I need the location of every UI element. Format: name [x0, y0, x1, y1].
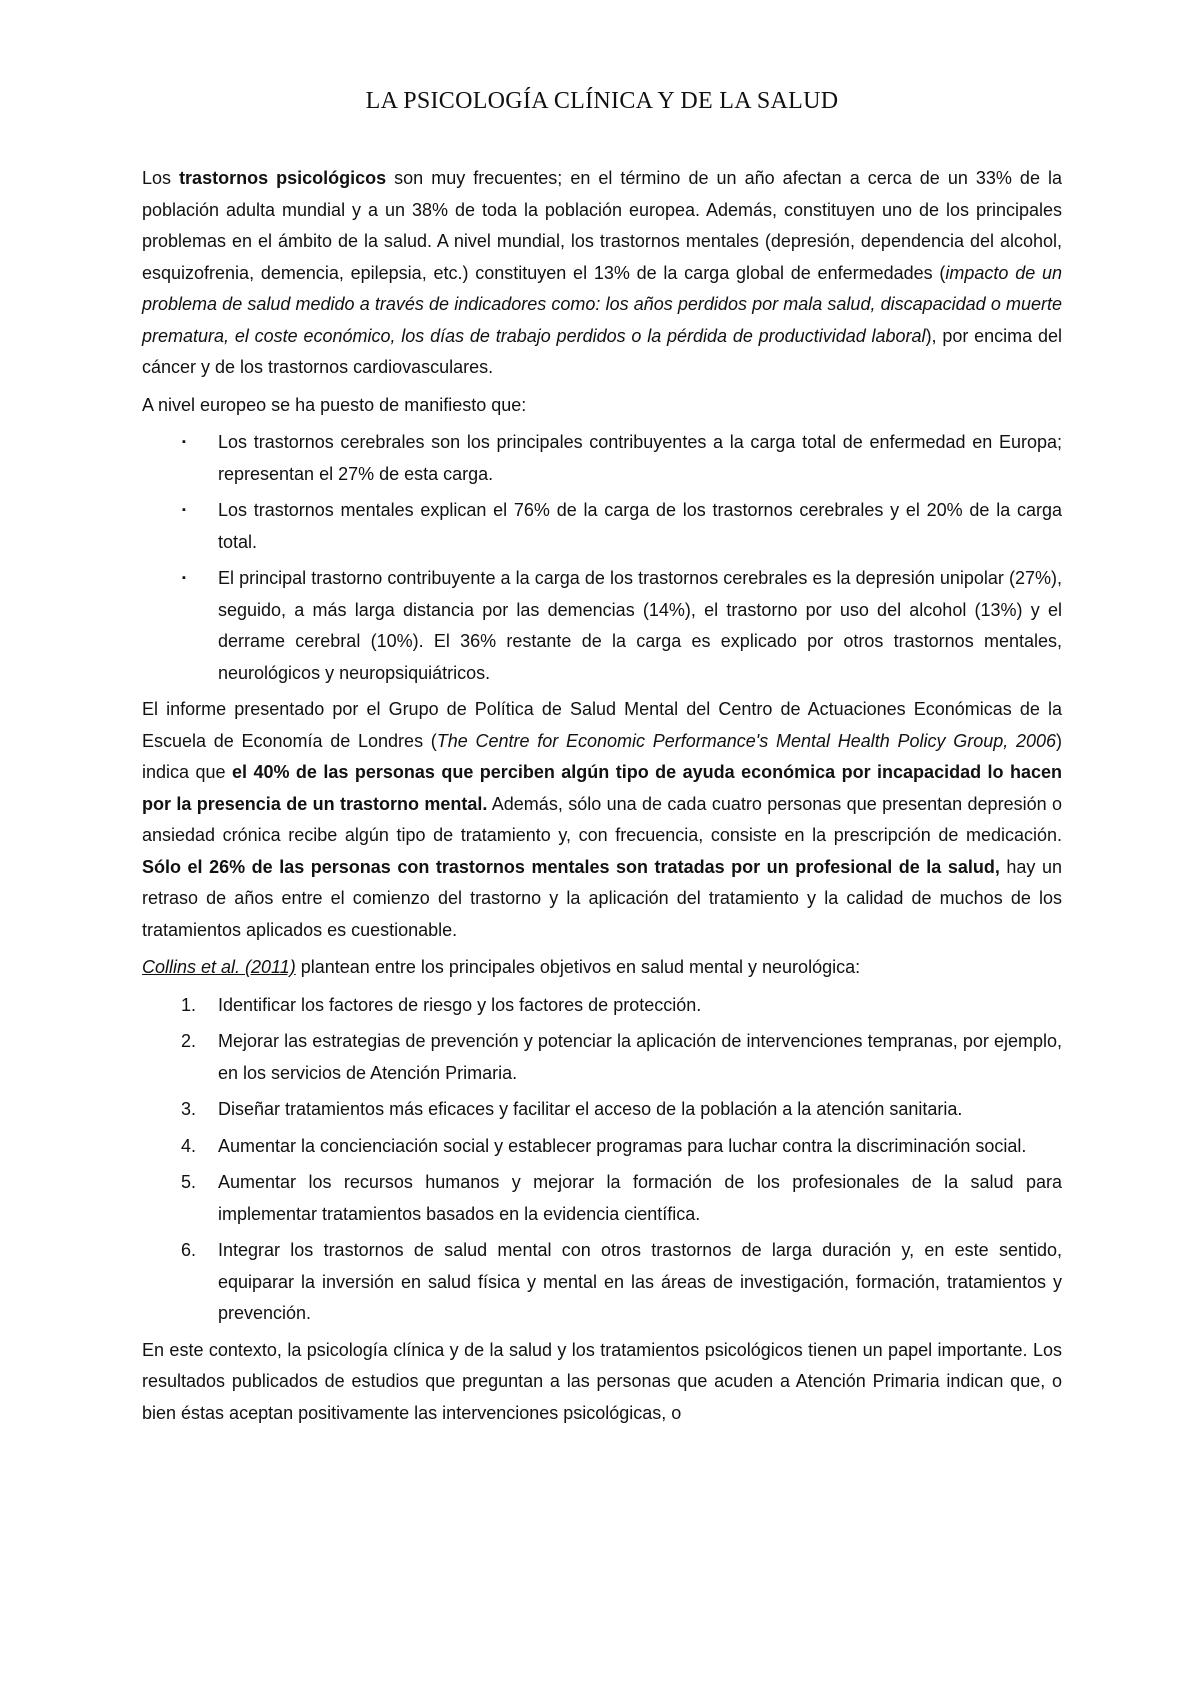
list-item-text: Mejorar las estrategias de prevención y potenciar la aplicación de intervenciones tempranas, por ejemplo, en los servicios de Atención Primaria. [218, 1031, 1062, 1083]
citation-reference: Collins et al. (2011) [142, 957, 296, 977]
bullet-marker-icon: ▪ [182, 436, 186, 448]
intro-paragraph [142, 163, 1062, 384]
bullet-list [142, 427, 1062, 689]
text-run: plantean entre los principales objetivos en salud mental y neurológica: [295, 957, 861, 977]
list-number: 2. [181, 1031, 197, 1051]
document-page [142, 86, 1062, 1435]
european-intro-paragraph: A nivel europeo se ha puesto de manifiesto que: [142, 394, 527, 415]
italic-text: impacto de un problema de salud medido a través de indicadores como: los años perdidos por mala salud, discapacidad o muerte prematura, el coste económico, los días de trabajo perdidos o la pérdida de productividad laboral [142, 262, 1063, 346]
bullet-marker-icon: ▪ [182, 504, 186, 516]
list-item-text: Identificar los factores de riesgo y los factores de protección. [218, 994, 702, 1015]
list-item [142, 990, 1062, 1022]
list-number: 1. [181, 994, 197, 1015]
report-paragraph [142, 694, 1062, 946]
text-run: hay un retraso de años entre el comienzo del trastorno y la aplicación del tratamiento y la calidad de muchos de los tratamientos aplicados es cuestionable. [142, 856, 1062, 940]
list-item [142, 1131, 1062, 1163]
list-item-text: Diseñar tratamientos más eficaces y facilitar el acceso de la población a la atención sanitaria. [218, 1099, 963, 1119]
list-item-text: Los trastornos cerebrales son los principales contribuyentes a la carga total de enfermedad en Europa; representan el 27% de esta carga. [218, 432, 1062, 484]
bold-text: el 40% de las personas que perciben algún tipo de ayuda económica por incapacidad lo hacen por la presencia de un trastorno mental. [142, 762, 1063, 814]
list-item [142, 1094, 1062, 1126]
list-item [142, 495, 1062, 558]
list-item-text: Los trastornos mentales explican el 76% de la carga de los trastornos cerebrales y el 20% de la carga total. [218, 500, 1062, 552]
text-run: ) indica que [142, 730, 1063, 782]
bold-text: trastornos psicológicos [179, 168, 387, 188]
text-run: Además, sólo una de cada cuatro personas que presentan depresión o ansiedad crónica recibe algún tipo de tratamiento y, con frecuencia, consiste en la prescripción de medicación. [142, 793, 1062, 845]
list-item-text: Aumentar los recursos humanos y mejorar la formación de los profesionales de la salud para implementar tratamientos basados en la evidencia científica. [218, 1172, 1062, 1224]
numbered-list [142, 990, 1062, 1330]
list-item [142, 1235, 1062, 1330]
list-item [142, 1167, 1062, 1230]
list-item [142, 1026, 1062, 1089]
list-number: 3. [181, 1099, 197, 1119]
bullet-marker-icon: ▪ [182, 572, 186, 584]
objectives-intro-paragraph [142, 952, 1062, 984]
text-run: ), por encima del cáncer y de los trastornos cardiovasculares. [142, 325, 1062, 377]
text-run: Los [142, 168, 180, 188]
list-number: 4. [181, 1135, 197, 1156]
list-item [142, 563, 1062, 689]
list-number: 5. [181, 1172, 197, 1192]
context-paragraph: En este contexto, la psicología clínica y de la salud y los tratamientos psicológicos tienen un papel importante. Los resultados publicados de estudios que preguntan a las personas que acuden a Atención Primaria indican que, o bien éstas aceptan positivamente las intervenciones psicológicas, o [142, 1339, 1062, 1423]
list-item-text: Aumentar la concienciación social y establecer programas para luchar contra la discriminación social. [218, 1135, 1027, 1156]
list-item [142, 427, 1062, 490]
list-item-text: El principal trastorno contribuyente a la carga de los trastornos cerebrales es la depresión unipolar (27%), seguido, a más larga distancia por las demencias (14%), el trastorno por uso del alcohol (13%) y el derrame cerebral (10%). El 36% restante de la carga es explicado por otros trastornos mentales, neurológicos y neuropsiquiátricos. [218, 568, 1062, 683]
page-title: LA PSICOLOGÍA CLÍNICA Y DE LA SALUD [365, 88, 839, 114]
italic-text: The Centre for Economic Performance's Mental Health Policy Group, 2006 [436, 730, 1057, 751]
text-run: son muy frecuentes; en el término de un año afectan a cerca de un 33% de la población adulta mundial y a un 38% de toda la población europea. Además, constituyen uno de los principales problemas en el ámbito de la salud. A nivel mundial, los trastornos mentales (depresión, dependencia del alcohol, esquizofrenia, demencia, epilepsia, etc.) constituyen el 13% de la carga global de enfermedades ( [142, 168, 1062, 283]
bold-text: Sólo el 26% de las personas con trastornos mentales son tratadas por un profesional de la salud, [142, 856, 1000, 877]
text-run: El informe presentado por el Grupo de Política de Salud Mental del Centro de Actuaciones Económicas de la Escuela de Economía de Londres ( [142, 699, 1062, 751]
list-number: 6. [181, 1240, 197, 1260]
list-item-text: Integrar los trastornos de salud mental con otros trastornos de larga duración y, en este sentido, equiparar la inversión en salud física y mental en las áreas de investigación, formación, tratamientos y prevención. [218, 1240, 1062, 1323]
